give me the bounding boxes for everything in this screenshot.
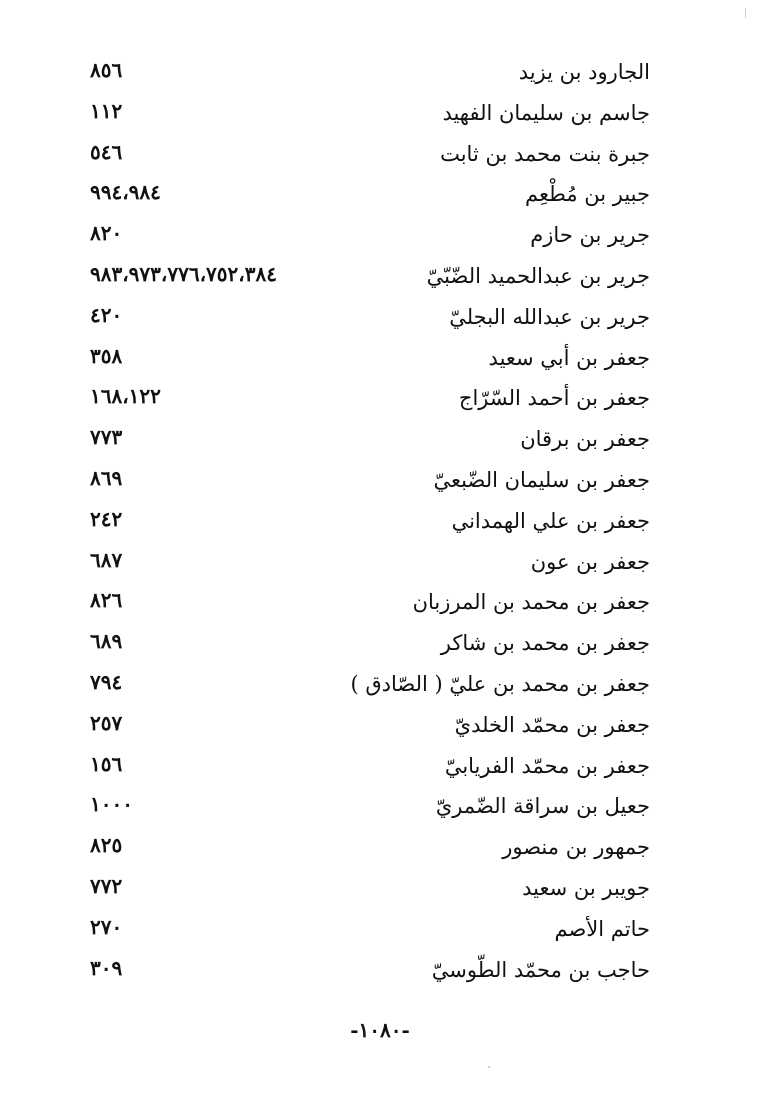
- scan-speck: [488, 1066, 490, 1068]
- entry-pages: ٢٤٢: [90, 506, 123, 531]
- index-entries: [0, 52, 760, 990]
- entry-name: جبير بن مُطْعِم: [524, 182, 650, 207]
- entry-name: جعفر بن محمد بن عليّ ( الصّادق ): [350, 671, 650, 696]
- index-entry: [0, 827, 760, 868]
- entry-name: جعفر بن محمد بن شاكر: [440, 631, 650, 656]
- scan-mark: [745, 8, 746, 18]
- index-entry: [0, 623, 760, 664]
- entry-name: جرير بن عبدالله البجليّ: [449, 304, 650, 329]
- entry-pages: ٣٠٩: [90, 955, 123, 980]
- index-entry: [0, 338, 760, 379]
- entry-name: جويبر بن سعيد: [522, 875, 650, 900]
- entry-name: جرير بن عبدالحميد الضّبّيّ: [426, 263, 650, 288]
- entry-pages: ٧٧٢: [90, 873, 123, 898]
- index-entry: [0, 256, 760, 297]
- entry-name: جرير بن حازم: [530, 223, 650, 248]
- entry-name: جعفر بن عون: [530, 549, 650, 574]
- index-entry: [0, 93, 760, 134]
- entry-pages: ٩٨٣،٩٧٣،٧٧٦،٧٥٢،٣٨٤: [90, 261, 277, 286]
- entry-name: جعفر بن أحمد السّرّاج: [458, 386, 650, 411]
- entry-pages: ٢٧٠: [90, 914, 123, 939]
- entry-name: جعفر بن سليمان الضّبعيّ: [433, 467, 650, 492]
- index-entry: [0, 950, 760, 991]
- entry-pages: ٦٨٧: [90, 547, 123, 572]
- entry-name: حاتم الأصم: [554, 916, 650, 941]
- entry-pages: ٦٨٩: [90, 629, 123, 654]
- entry-pages: ٨٢٠: [90, 221, 123, 246]
- page-number: -١٠٨٠-: [350, 1018, 410, 1042]
- entry-name: جعفر بن برقان: [520, 427, 650, 452]
- index-entry: [0, 909, 760, 950]
- entry-name: جعفر بن أبي سعيد: [488, 345, 650, 370]
- entry-pages: ٢٥٧: [90, 710, 123, 735]
- index-entry: [0, 52, 760, 93]
- entry-name: جمهور بن منصور: [502, 835, 650, 860]
- entry-pages: ٨٢٦: [90, 588, 123, 613]
- entry-pages: ١٦٨،١٢٢: [90, 384, 161, 409]
- entry-pages: ٨٢٥: [90, 833, 123, 858]
- index-entry: [0, 134, 760, 175]
- index-entry: [0, 868, 760, 909]
- entry-name: جاسم بن سليمان الفهيد: [442, 100, 650, 125]
- entry-pages: ٨٥٦: [90, 58, 123, 82]
- index-entry: [0, 378, 760, 419]
- entry-pages: ٧٩٤: [90, 669, 123, 694]
- entry-name: جعيل بن سراقة الضّمريّ: [435, 794, 650, 819]
- entry-pages: ١٠٠٠: [90, 792, 133, 817]
- entry-pages: ٩٩٤،٩٨٤: [90, 180, 161, 205]
- entry-pages: ٨٦٩: [90, 465, 123, 490]
- index-entry: [0, 501, 760, 542]
- index-entry: [0, 746, 760, 787]
- entry-pages: ٣٥٨: [90, 343, 123, 368]
- index-entry: [0, 582, 760, 623]
- entry-name: جعفر بن محمّد الخلديّ: [454, 712, 650, 737]
- entry-name: جعفر بن محمد بن المرزبان: [412, 590, 650, 615]
- entry-name: حاجب بن محمّد الطّوسيّ: [431, 957, 650, 982]
- entry-pages: ١١٢: [90, 98, 123, 123]
- entry-pages: ٤٢٠: [90, 302, 123, 327]
- index-entry: [0, 664, 760, 705]
- index-entry: [0, 460, 760, 501]
- index-entry: [0, 786, 760, 827]
- entry-name: جبرة بنت محمد بن ثابت: [440, 141, 650, 166]
- entry-pages: ٧٧٣: [90, 425, 123, 450]
- index-entry: [0, 542, 760, 583]
- entry-name: جعفر بن علي الهمداني: [451, 508, 650, 533]
- index-entry: [0, 174, 760, 215]
- index-entry: [0, 215, 760, 256]
- entry-name: الجارود بن يزيد: [518, 60, 650, 84]
- index-entry: [0, 705, 760, 746]
- index-entry: [0, 419, 760, 460]
- index-entry: [0, 297, 760, 338]
- entry-pages: ١٥٦: [90, 751, 123, 776]
- entry-pages: ٥٤٦: [90, 139, 123, 164]
- entry-name: جعفر بن محمّد الفريابيّ: [444, 753, 650, 778]
